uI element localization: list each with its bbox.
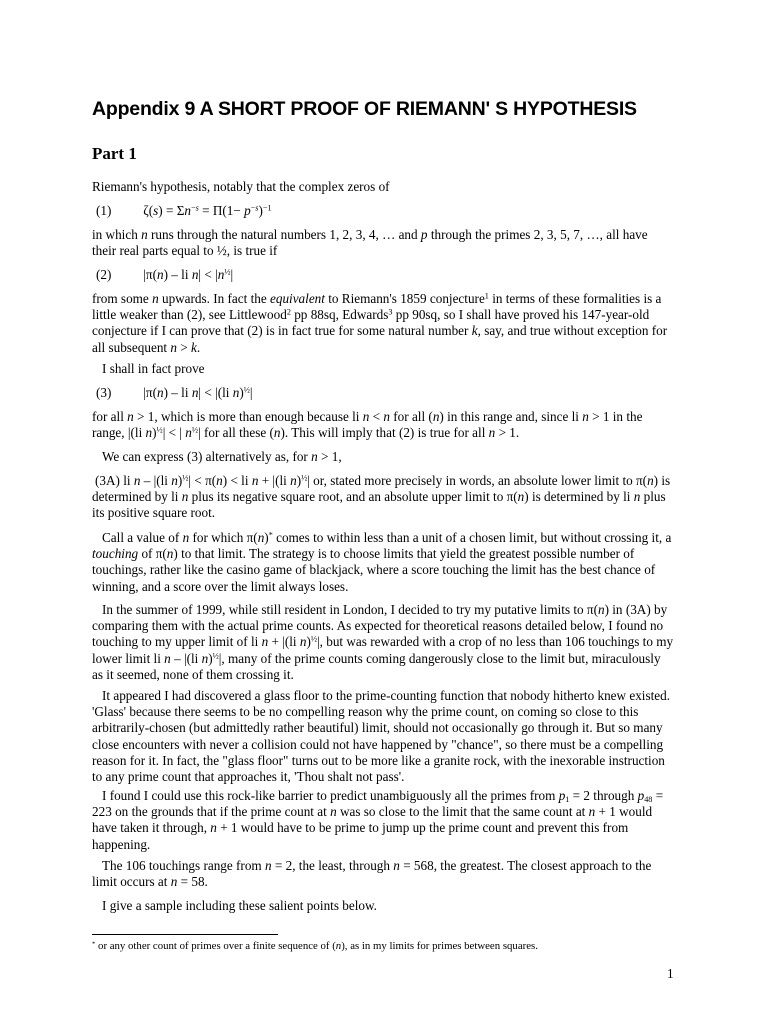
paragraph-all-n: for all n > 1, which is more than enough because li n < n for all (n) in this range and, since li n > 1 in the range, |(li n)$^{\frac{1}{2}}$| < | $n^{\frac{1}{2}}|$ for all these (n). This will imply that (2) is true for all n > 1. bbox=[92, 409, 643, 441]
paragraph-intro: Riemann's hypothesis, notably that the complex zeros of bbox=[92, 179, 390, 194]
equation-number: (3) bbox=[96, 385, 112, 400]
footnote-divider bbox=[92, 934, 278, 935]
page-number: 1 bbox=[667, 966, 674, 981]
equation-body: $\zeta(s) = \Sigma n^{-s} = \Pi(1- p^{-s})^{-1}$ bbox=[143, 203, 272, 218]
equation-number: (2) bbox=[96, 267, 112, 282]
section-heading: Part 1 bbox=[92, 144, 137, 163]
paragraph-touching: Call a value of n for which π(n)* comes to within less than a unit of a chosen limit, but without crossing it, a touching of π(n) to that limit. The strategy is to choose limits that yield the greatest possible number of touchings, rather like the casino game of blackjack, where a score touching the limit has the best chance of winning, and a score over the limit always loses. bbox=[92, 530, 672, 594]
paragraph-glass-floor: It appeared I had discovered a glass floor to the prime-counting function that nobody hitherto knew existed. 'Glass' because there seems to be no compelling reason why the prime count, on coming so close to this arbitrarily-chosen (but admittedly rather beautiful) limit, should not occasionally go through it. But so many close encounters with never a collision could not have happened by "chance", so there must be a compelling reason for it. In fact, the "glass floor" turns out to be more like a granite rock, with the inexorable instruction to any prime count that approaches it, 'Thou shalt not pass'. bbox=[92, 688, 670, 785]
paragraph-summer-1999: In the summer of 1999, while still resident in London, I decided to try my putative limits to π(n) in (3A) by comparing them with the actual prime counts. As expected for theoretical reasons detailed below, I found no touching to my upper limit of li n + |(li n)$^{\frac{1}{2}}$|, but was rewarded with a crop of no less than 106 touchings to my lower limit li n – |(li n)$^{\frac{1}{2}}$|, many of the prime counts coming dangerously close to the limit but, miraculously as it seemed, none of them crossing it. bbox=[92, 602, 674, 682]
paragraph-3a: (3A) li n – |(li n)$^{\frac{1}{2}}$| < π(n) < li n + |(li n)$^{\frac{1}{2}}$| or, stated more precisely in words, an absolute lower limit to π(n) is determined by li n plus its negative square root, and an absolute upper limit to π(n) is determined by li n plus its positive square root. bbox=[92, 473, 671, 521]
equation-1 bbox=[96, 203, 272, 219]
paragraph-zeros: in which n runs through the natural numbers 1, 2, 3, 4, … and p through the primes 2, 3, 5, 7, …, all have their real parts equal to ½, is true if bbox=[92, 227, 648, 259]
paragraph-touchings-range: The 106 touchings range from n = 2, the least, through n = 568, the greatest. The closest approach to the limit occurs at n = 58. bbox=[92, 858, 652, 890]
paragraph-rock-barrier: I found I could use this rock-like barrier to predict unambiguously all the primes from $p_1 = 2$ through $p_{48} = 223$ on the grounds that if the prime count at n was so close to the limit that the same count at n + 1 would have taken it through, n + 1 would have to be prime to jump up the prime count and prevent this from happening. bbox=[92, 788, 664, 852]
paragraph-prove: I shall in fact prove bbox=[102, 361, 205, 376]
equation-3 bbox=[96, 385, 253, 401]
equation-number: (1) bbox=[96, 203, 112, 218]
equation-body: |π(n) – li $n| < |n^{\frac{1}{2}}|$ bbox=[143, 267, 234, 282]
footnote: * or any other count of primes over a finite sequence of (n), as in my limits for primes between squares. bbox=[92, 940, 538, 952]
paragraph-equivalent: from some n upwards. In fact the equivalent to Riemann's 1859 conjecture$^1$ in terms of these formalities is a little weaker than (2), see Littlewood$^2$ pp 88sq, Edwards$^3$ pp 90sq, so I shall have proved his 147-year-old conjecture if I can prove that (2) is in fact true for some natural number k, say, and true without exception for all subsequent n > k. bbox=[92, 291, 668, 355]
equation-body: |π(n) – li n| < |(li n)$^{\frac{1}{2}}$| bbox=[143, 385, 253, 400]
paragraph-express: We can express (3) alternatively as, for n > 1, bbox=[102, 449, 342, 464]
paragraph-sample: I give a sample including these salient points below. bbox=[102, 898, 377, 913]
equation-2 bbox=[96, 267, 233, 283]
page-title: Appendix 9 A SHORT PROOF OF RIEMANN' S HYPOTHESIS bbox=[92, 98, 637, 120]
